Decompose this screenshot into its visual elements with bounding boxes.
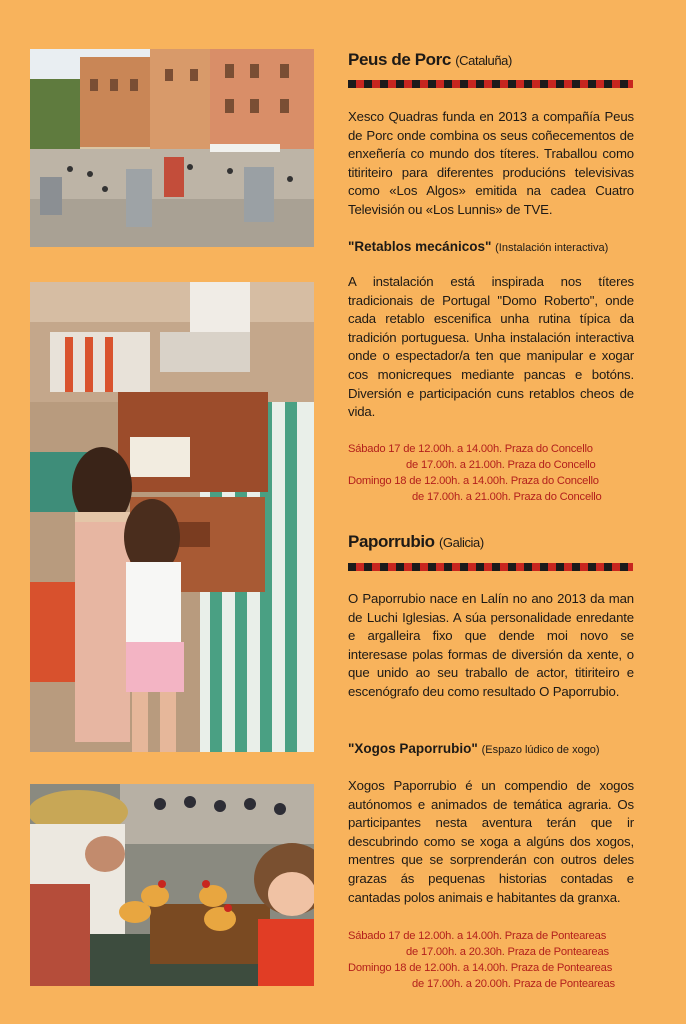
section2-body: O Paporrubio nace en Lalín no ano 2013 da man de Luchi Iglesias. A súa personalidade enredante e argalleira fixo que dende moi novo se interesase polas formas de diversión da xente, o que unido ao seu traballo de actor, titiriteiro e escenógrafo deu como resultado O Paporrubio.	[348, 591, 634, 699]
section2-divider	[348, 563, 633, 571]
section1-body: Xesco Quadras funda en 2013 a compañía Peus de Porc onde combina os seus coñecementos de enxeñería co mundo dos títeres. Traballou como titiriteiro para diferentes producións televisivas como «Los Algos» emitida na cadea Cuatro Televisión ou «Los Lunnis» de TVE.	[348, 109, 634, 217]
town-square-photo	[30, 49, 314, 247]
section1-name: Peus de Porc	[348, 50, 451, 69]
schedule-line: de 17.00h. a 20.30h. Praza de Ponteareas	[406, 946, 609, 958]
section1-region: (Cataluña)	[455, 53, 512, 68]
section1-sub-title: "Retablos mecánicos"	[348, 239, 492, 254]
section2-sub-body: Xogos Paporrubio é un compendio de xogos autónomos e animados de temática agraria. Os participantes nesta aventura terán que ir descubrindo como se xoga a algúns dos xogos, mentres que se sorprenderán con outros deles grazas ás pequenas historias contadas e cantadas polos animais e habitantes da granxa.	[348, 778, 634, 905]
schedule-line: Domingo 18 de 12.00h. a 14.00h. Praza do Concello	[348, 475, 599, 487]
section1-schedule	[348, 441, 634, 505]
schedule-line: de 17.00h. a 21.00h. Praza do Concello	[412, 491, 602, 503]
schedule-line: de 17.00h. a 21.00h. Praza do Concello	[406, 459, 596, 471]
section2-title	[348, 532, 634, 552]
section2-region: (Galicia)	[439, 535, 484, 550]
schedule-line: de 17.00h. a 20.00h. Praza de Ponteareas	[412, 978, 615, 990]
chicken-puppets-photo	[30, 784, 314, 986]
section2-schedule	[348, 928, 634, 992]
section1-title	[348, 50, 634, 70]
schedule-line: Sábado 17 de 12.00h. a 14.00h. Praza do Concello	[348, 443, 593, 455]
section1-sub-body: A instalación está inspirada nos títeres tradicionais de Portugal "Domo Roberto", onde cada retablo escenifica unha rutina típica da tradición portuguesa. Unha instalación interactiva onde o espectador/a ten que manipular e xogar cos monicreques mediante pancas e botóns. Diversión e participación cuns retablos cheos de vida.	[348, 274, 634, 420]
section1-subheading	[348, 239, 634, 254]
section1-divider	[348, 80, 633, 88]
schedule-line: Domingo 18 de 12.00h. a 14.00h. Praza de Ponteareas	[348, 962, 613, 974]
section2-sub-note: (Espazo lúdico de xogo)	[481, 744, 600, 756]
retablo-children-photo	[30, 282, 314, 752]
section2-sub-title: "Xogos Paporrubio"	[348, 741, 478, 756]
section2-name: Paporrubio	[348, 532, 435, 551]
section2-subheading	[348, 741, 634, 756]
schedule-line: Sábado 17 de 12.00h. a 14.00h. Praza de Ponteareas	[348, 930, 607, 942]
section1-sub-note: (Instalación interactiva)	[495, 242, 609, 254]
